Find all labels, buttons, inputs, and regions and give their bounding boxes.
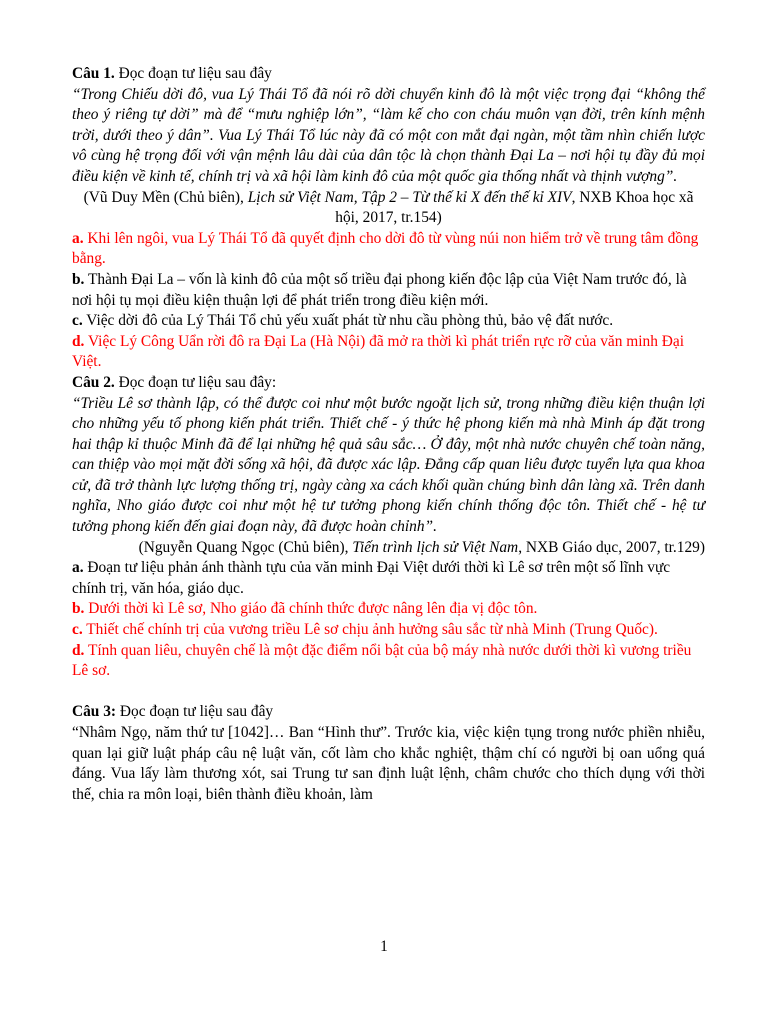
blank-line: [72, 682, 705, 703]
page-content: [72, 64, 705, 805]
q1-quote: “Trong Chiếu dời đô, vua Lý Thái Tổ đã nói rõ dời chuyển kinh đô là một việc trọng đại “không thể theo ý riêng tự dời” mà để “mưu nghiệp lớn”, “làm kế cho con cháu muôn vạn đời, trên kính mệnh trời, dưới theo ý dân”. Vua Lý Thái Tổ lúc này đã có một con mắt đại ngàn, một tầm nhìn chiến lược vô cùng hệ trọng đối với vận mệnh lâu dài của dân tộc là chọn thành Đại La – nơi hội tụ đầy đủ mọi điều kiện về kinh tế, chính trị và xã hội làm kinh đô của một quốc gia thống nhất và thịnh vượng”.: [72, 85, 705, 185]
q1-source: (Vũ Duy Mền (Chủ biên), Lịch sử Việt Nam, Tập 2 – Từ thế kỉ X đến thế kỉ XIV, NXB Khoa học xã hội, 2017, tr.154): [83, 188, 694, 227]
q3-prompt: Đọc đoạn tư liệu sau đây: [116, 703, 274, 721]
q1-header: [72, 64, 705, 85]
q2-header: [72, 373, 705, 394]
q3-header: [72, 702, 705, 723]
q1-prompt: Đọc đoạn tư liệu sau đây: [114, 65, 272, 82]
q1-item-b: b. Thành Đại La – vốn là kinh đô của một số triều đại phong kiến độc lập của Việt Nam trước đó, là nơi hội tụ mọi điều kiện thuận lợi để phát triển trong điều kiện mới.: [72, 270, 687, 309]
q3-heading: Câu 3:: [72, 703, 117, 721]
q1-heading: Câu 1.: [72, 65, 115, 82]
q2-item-c: c. Thiết chế chính trị của vương triều Lê sơ chịu ảnh hưởng sâu sắc từ nhà Minh (Trung Quốc).: [72, 621, 658, 639]
q1-item-c: c. Việc dời đô của Lý Thái Tổ chủ yếu xuất phát từ nhu cầu phòng thủ, bảo vệ đất nước.: [72, 312, 614, 330]
q2-item-d: d. Tính quan liêu, chuyên chế là một đặc điểm nổi bật của bộ máy nhà nước dưới thời kì vương triều Lê sơ.: [72, 641, 692, 680]
q2-source: (Nguyễn Quang Ngọc (Chủ biên), Tiến trình lịch sử Việt Nam, NXB Giáo dục, 2007, tr.129): [138, 538, 705, 556]
q2-item-a: a. Đoạn tư liệu phản ánh thành tựu của văn minh Đại Việt dưới thời kì Lê sơ trên một số lĩnh vực chính trị, văn hóa, giáo dục.: [72, 559, 671, 597]
q3-body: “Nhâm Ngọ, năm thứ tư [1042]… Ban “Hình thư”. Trước kia, việc kiện tụng trong nước phiền nhiễu, quan lại giữ luật pháp câu nệ luật văn, cốt làm cho khắc nghiệt, thậm chí có người bị oan uổng quá đáng. Vua lấy làm thương xót, sai Trung tư san định luật lệnh, châm chước cho thích dụng với thời thế, chia ra môn loại, biên thành điều khoản, làm: [72, 724, 705, 803]
q2-item-b: b. Dưới thời kì Lê sơ, Nho giáo đã chính thức được nâng lên địa vị độc tôn.: [72, 600, 538, 618]
q1-item-d: d. Việc Lý Công Uẩn rời đô ra Đại La (Hà Nội) đã mở ra thời kì phát triển rực rỡ của văn minh Đại Việt.: [72, 332, 684, 371]
q2-source-title: Tiến trình lịch sử Việt Nam: [352, 538, 519, 556]
page-number: 1: [380, 938, 388, 955]
q2-heading: Câu 2.: [72, 373, 115, 391]
q2-quote: “Triều Lê sơ thành lập, có thể được coi như một bước ngoặt lịch sử, trong những điều kiện thuận lợi cho những yếu tố phong kiến phát triển. Thiết chế - ý thức hệ phong kiến mà nhà Minh áp đặt trong hai thập kỉ thuộc Minh đã để lại những hệ quả sâu sắc… Ở đây, một nhà nước chuyên chế toàn năng, can thiệp vào mọi mặt đời sống xã hội, đã được xác lập. Đẳng cấp quan liêu được tuyển lựa qua khoa cử, đã trở thành lực lượng thống trị, ngày càng xa cách khối quần chúng bình dân làng xã. Trên danh nghĩa, Nho giáo được coi như một hệ tư tưởng phong kiến chính thống độc tôn. Thiết chế - hệ tư tưởng phong kiến đến giai đoạn này, đã được hoàn chỉnh”.: [72, 394, 705, 536]
q2-prompt: Đọc đoạn tư liệu sau đây:: [114, 373, 277, 391]
q1-source-title: Lịch sử Việt Nam, Tập 2 – Từ thế kỉ X đến thế kỉ XIV: [247, 188, 572, 206]
q1-item-a: a. Khi lên ngôi, vua Lý Thái Tổ đã quyết định cho dời đô từ vùng núi non hiểm trở về trung tâm đồng bằng.: [72, 229, 699, 268]
